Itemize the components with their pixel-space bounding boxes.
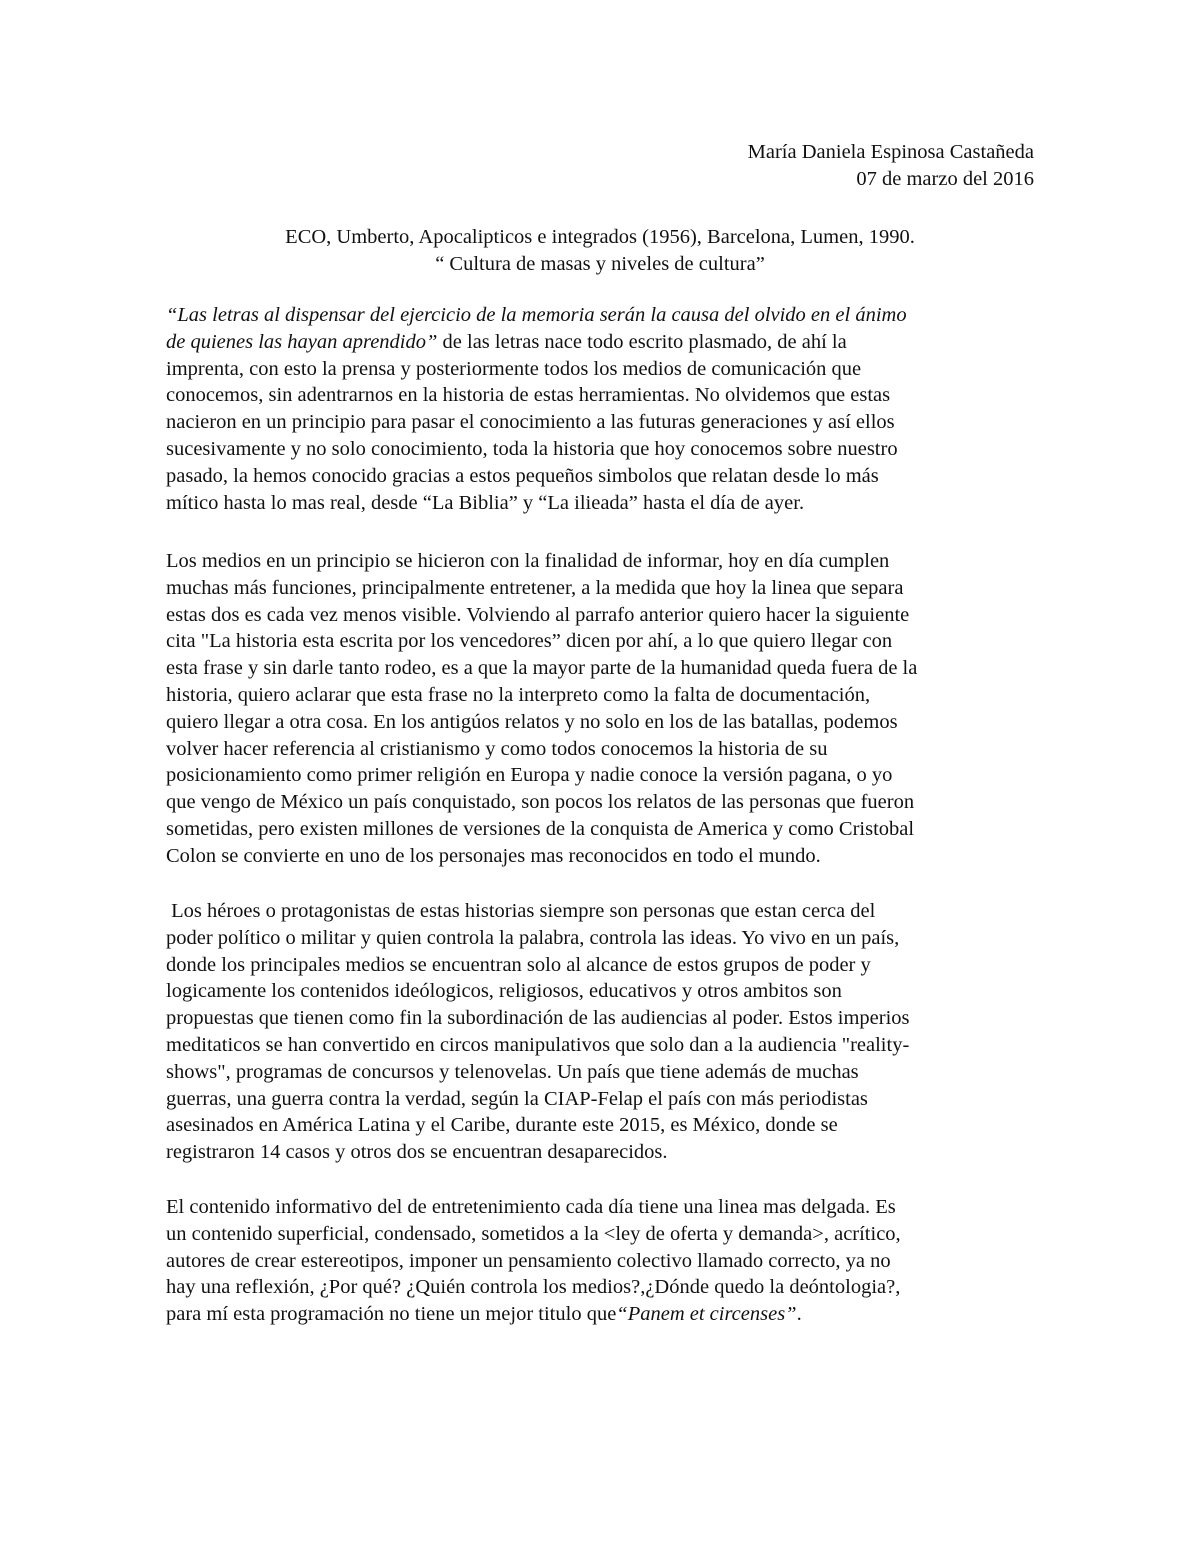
line-end: . — [796, 1303, 802, 1326]
paragraph-line: registraron 14 casos y otros dos se encuentran desaparecidos. — [166, 1141, 668, 1164]
paragraph-line: meditaticos se han convertido en circos manipulativos que solo dan a la audiencia "reality- — [166, 1033, 910, 1056]
paragraph-line: donde los principales medios se encuentran solo al alcance de estos grupos de poder y — [166, 953, 871, 976]
paragraph-line: nacieron en un principio para pasar el conocimiento a las futuras generaciones y así ellos — [166, 411, 895, 434]
paragraph-1 — [166, 302, 1034, 516]
paragraph-line: mítico hasta lo mas real, desde “La Biblia” y “La ilieada” hasta el día de ayer. — [166, 491, 805, 514]
paragraph-line — [166, 329, 1034, 356]
italic-latin-phrase: “Panem et circenses” — [616, 1303, 797, 1326]
paragraph-line: poder político o militar y quien controla la palabra, controla las ideas. Yo vivo en un país, — [166, 926, 900, 949]
paragraph-line: El contenido informativo del de entretenimiento cada día tiene una linea mas delgada. Es — [166, 1196, 896, 1218]
paragraph-line — [166, 1301, 1034, 1328]
paragraph-line: Los héroes o protagonistas de estas historias siempre son personas que estan cerca del — [166, 900, 876, 922]
paragraph-line: conocemos, sin adentrarnos en la historia de estas herramientas. No olvidemos que estas — [166, 384, 891, 407]
paragraph-line: propuestas que tienen como fin la subordinación de las audiencias al poder. Estos imperios — [166, 1007, 910, 1030]
paragraph-line: historia, quiero aclarar que esta frase no la interpreto como la falta de documentación, — [166, 683, 871, 706]
bibliographic-citation — [166, 224, 1034, 278]
line-text: para mí esta programación no tiene un mejor titulo que — [166, 1303, 617, 1326]
italic-quote: de quienes las hayan aprendido” — [166, 330, 438, 353]
paragraph-line: esta frase y sin darle tanto rodeo, es a que la mayor parte de la humanidad queda fuera de la — [166, 657, 918, 680]
paragraph-line: un contenido superficial, condensado, sometidos a la <ley de oferta y demanda>, acrítico, — [166, 1222, 901, 1245]
paragraph-line: quiero llegar a otra cosa. En los antigúos relatos y no solo en los de las batallas, podemos — [166, 710, 898, 733]
paragraph-4 — [166, 1194, 1034, 1328]
citation-reference: ECO, Umberto, Apocalipticos e integrados (1956), Barcelona, Lumen, 1990. — [285, 226, 915, 248]
paragraph-line: guerras, una guerra contra la verdad, según la CIAP-Felap el país con más periodistas — [166, 1087, 868, 1110]
paragraph-line: que vengo de México un país conquistado, son pocos los relatos de las personas que fueron — [166, 791, 915, 814]
document-date: 07 de marzo del 2016 — [856, 168, 1034, 190]
paragraph-line: shows", programas de concursos y telenovelas. Un país que tiene además de muchas — [166, 1060, 859, 1083]
paragraph-line: imprenta, con esto la prensa y posteriormente todos los medios de comunicación que — [166, 357, 862, 380]
paragraph-line: hay una reflexión, ¿Por qué? ¿Quién controla los medios?,¿Dónde quedo la deóntologia?, — [166, 1276, 901, 1299]
paragraph-line: cita "La historia esta escrita por los vencedores” dicen por ahí, a lo que quiero llegar con — [166, 630, 893, 653]
citation-chapter: “ Cultura de masas y niveles de cultura” — [435, 253, 765, 275]
paragraph-line: logicamente los contenidos ideólogicos, religiosos, educativos y otros ambitos son — [166, 980, 842, 1003]
paragraph-2 — [166, 548, 1034, 870]
paragraph-line: volver hacer referencia al cristianismo y como todos conocemos la historia de su — [166, 737, 828, 760]
paragraph-line: “Las letras al dispensar del ejercicio de la memoria serán la causa del olvido en el ánimo — [166, 304, 907, 326]
paragraph-line: asesinados en América Latina y el Caribe, durante este 2015, es México, donde se — [166, 1114, 838, 1137]
paragraph-line: Colon se convierte en uno de los personajes mas reconocidos en todo el mundo. — [166, 844, 821, 867]
paragraph-3 — [166, 898, 1034, 1166]
paragraph-line: muchas más funciones, principalmente entretener, a la medida que hoy la linea que separa — [166, 576, 904, 599]
paragraph-line: estas dos es cada vez menos visible. Volviendo al parrafo anterior quiero hacer la siguiente — [166, 603, 910, 626]
author-name: María Daniela Espinosa Castañeda — [747, 141, 1034, 163]
line-text: de las letras nace todo escrito plasmado, de ahí la — [437, 330, 847, 353]
paragraph-line: posicionamiento como primer religión en Europa y nadie conoce la versión pagana, o yo — [166, 764, 893, 787]
paragraph-line: sometidas, pero existen millones de versiones de la conquista de America y como Cristobal — [166, 817, 915, 840]
document-header — [748, 139, 1034, 193]
paragraph-line: Los medios en un principio se hicieron con la finalidad de informar, hoy en día cumplen — [166, 550, 890, 572]
paragraph-line: pasado, la hemos conocido gracias a estos pequeños simbolos que relatan desde lo más — [166, 464, 879, 487]
paragraph-line: sucesivamente y no solo conocimiento, toda la historia que hoy conocemos sobre nuestro — [166, 437, 898, 460]
paragraph-line: autores de crear estereotipos, imponer un pensamiento colectivo llamado correcto, ya no — [166, 1249, 891, 1272]
